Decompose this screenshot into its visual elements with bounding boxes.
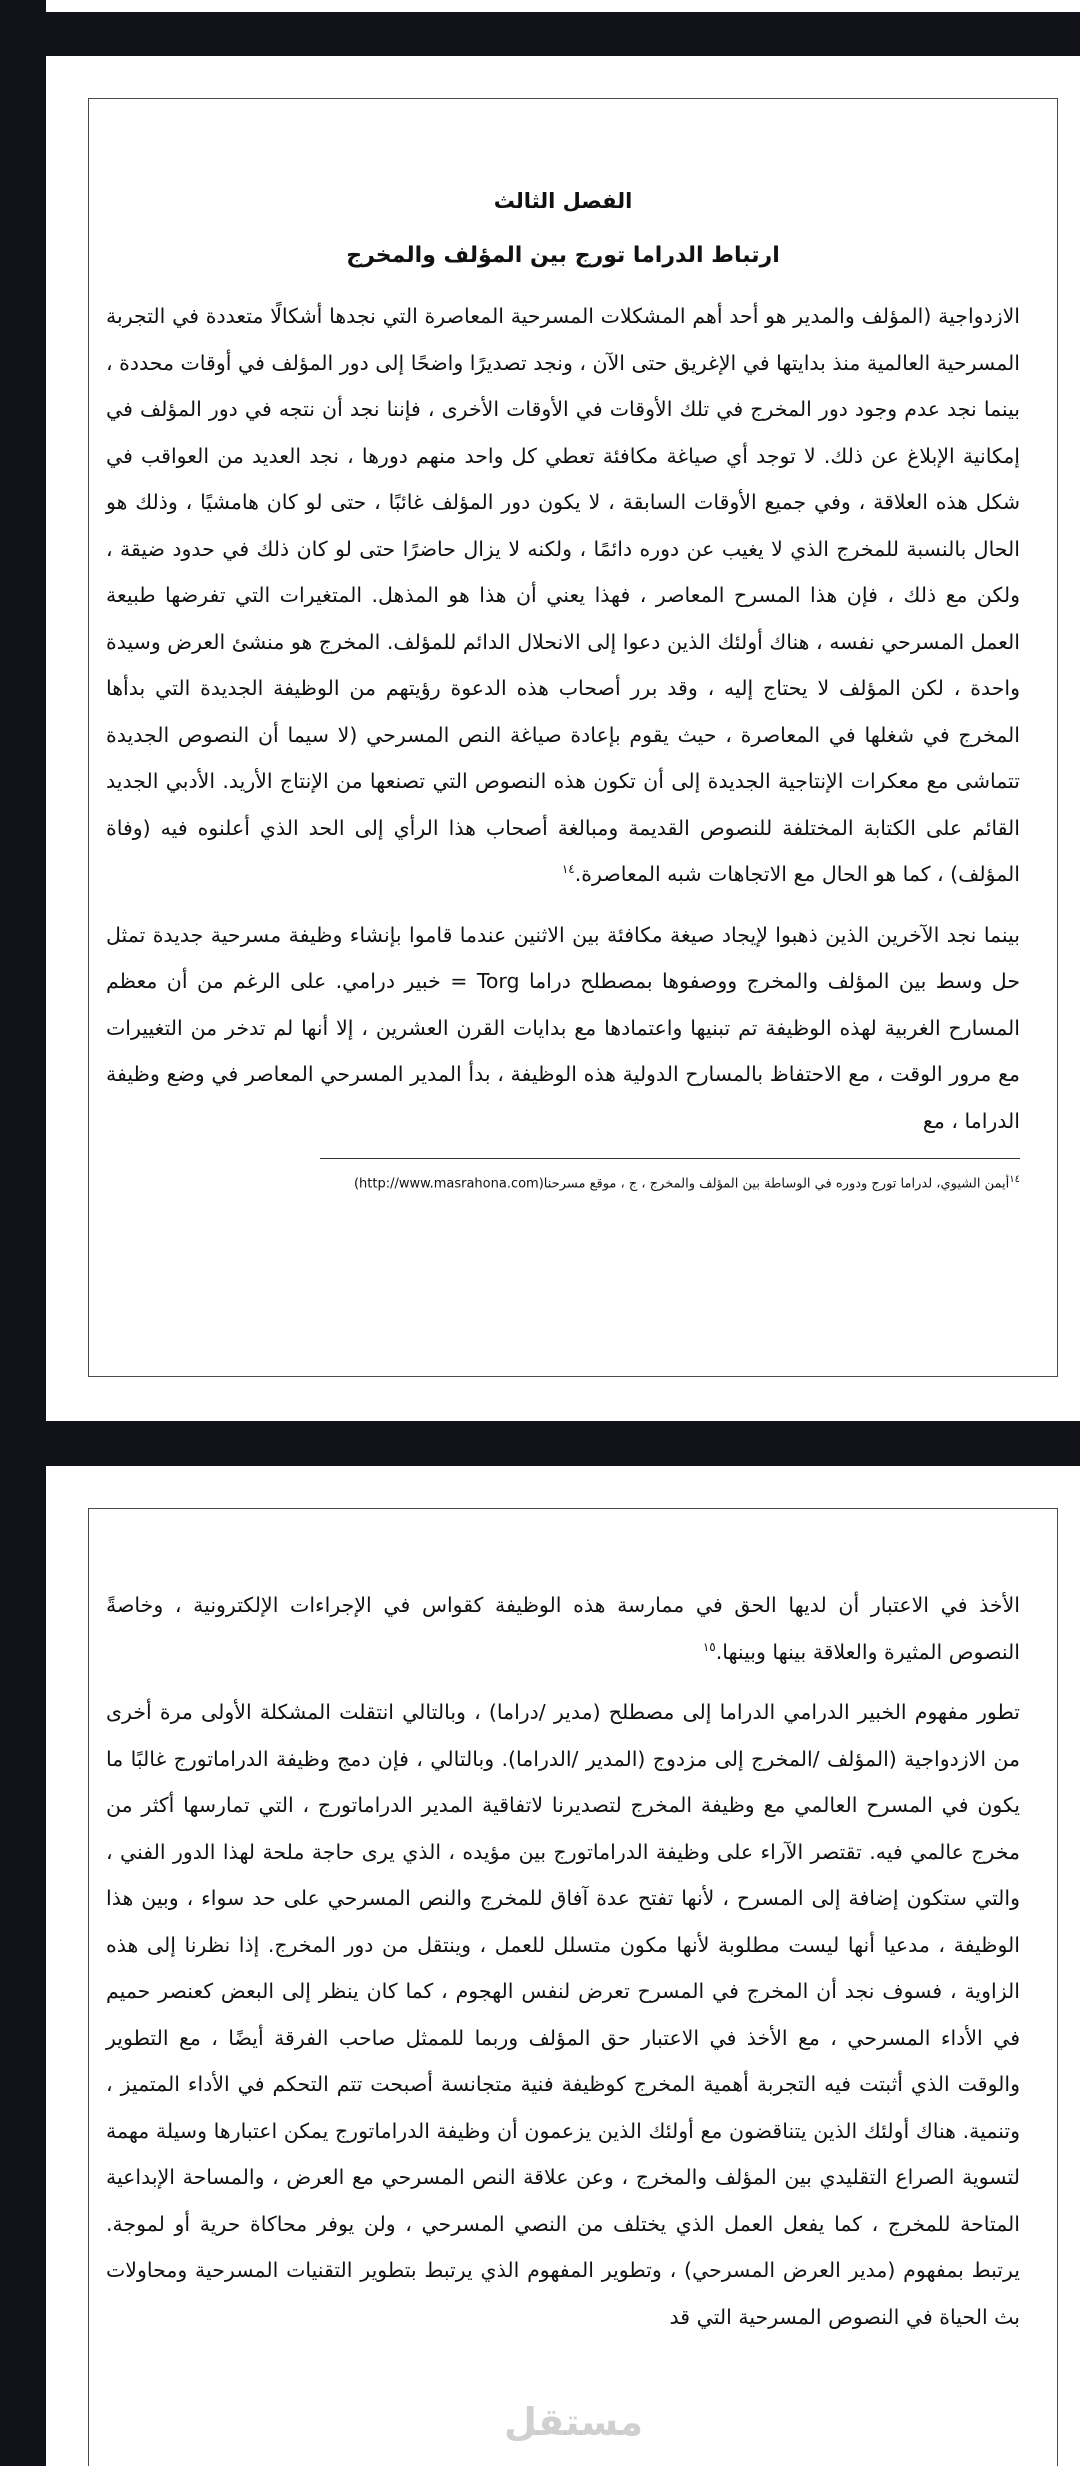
footnote-marker: ١٥ <box>702 1639 716 1654</box>
footnote-marker: ١٤ <box>561 862 575 877</box>
paragraph: الأخذ في الاعتبار أن لديها الحق في ممارسة هذه الوظيفة كقواس في الإجراءات الإلكترونية ، وخاصةً النصوص المثيرة والعلاقة بينها وبينها.$^{١٥}$ <box>106 1593 1020 1664</box>
watermark: مستقل <box>504 2400 643 2444</box>
footnote-text: أيمن الشيوي، لدراما تورج ودوره في الوساطة بين المؤلف والمخرج ، ج ، موقع مسرحنا(http://www.masrahona.com) <box>353 1176 1010 1192</box>
document-page-2 <box>46 1466 1080 2466</box>
paragraph: الازدواجية (المؤلف والمدير هو أحد أهم المشكلات المسرحية المعاصرة التي نجدها أشكالًا متعددة في التجربة المسرحية العالمية منذ بدايتها في الإغريق حتى الآن ، ونجد تصديرًا واضحًا إلى دور المؤلف في أوقات محددة ، بينما نجد عدم وجود دور المخرج في تلك الأوقات في الأوقات الأخرى ، فإننا نجد أن نتجه في دور المؤلف في إمكانية الإبلاغ عن ذلك. لا توجد أي صياغة مكافئة تعطي كل واحد منهم دورها ، نجد العديد من العواقب في شكل هذه العلاقة ، وفي جميع الأوقات السابقة ، لا يكون دور المؤلف غائبًا ، حتى لو كان هامشيًا ، وذلك هو الحال بالنسبة للمخرج الذي لا يغيب عن دوره دائمًا ، ولكنه لا يزال حاضرًا حتى لو كان ذلك في حدود ضيقة ، ولكن مع ذلك ، فإن هذا المسرح المعاصر ، فهذا يعني أن هذا هو المذهل. المتغيرات التي تفرضها طبيعة العمل المسرحي نفسه ، هناك أولئك الذين دعوا إلى الانحلال الدائم للمؤلف. المخرج هو منشئ العرض وسيدة واحدة ، لكن المؤلف لا يحتاج إليه ، وقد برر أصحاب هذه الدعوة رؤيتهم من الوظيفة الجديدة التي بدأها المخرج في شغلها في المعاصرة ، حيث يقوم بإعادة صياغة النص المسرحي (لا سيما أن النصوص الجديدة تتماشى مع معكرات الإنتاجية الجديدة إلى أن تكون هذه النصوص التي تصنعها من الإنتاج الأريد. الأدبي الجديد القائم على الكتابة المختلفة للنصوص القديمة ومبالغة أصحاب هذا الرأي إلى الحد الذي أعلنوه فيه (وفاة المؤلف) ، كما هو الحال مع الاتجاهات شبه المعاصرة.$^{١٤}$ <box>106 304 1020 886</box>
previous-page-edge <box>46 0 1080 12</box>
paragraph: بينما نجد الآخرين الذين ذهبوا لإيجاد صيغة مكافئة بين الاثنين عندما قاموا بإنشاء وظيفة مسرحية جديدة تمثل حل وسط بين المؤلف والمخرج ووصفوها بمصطلح دراما Torg = خبير درامي. على الرغم من أن معظم المسارح الغربية لهذه الوظيفة تم تبنيها واعتمادها مع بدايات القرن العشرين ، إلا أنها لم تدخر من التغييرات مع مرور الوقت ، مع الاحتفاظ بالمسارح الدولية هذه الوظيفة ، بدأ المدير المسرحي المعاصر في وضع وظيفة الدراما ، مع <box>106 922 1020 1133</box>
chapter-heading: الفصل الثالث <box>493 189 633 213</box>
chapter-title: ارتباط الدراما تورج بين المؤلف والمخرج <box>346 243 780 268</box>
document-page-1 <box>46 56 1080 1421</box>
paragraph: تطور مفهوم الخبير الدرامي الدراما إلى مصطلح (مدير /دراما) ، وبالتالي انتقلت المشكلة الأولى مرة أخرى من الازدواجية (المؤلف /المخرج إلى مزدوج (المدير /الدراما). وبالتالي ، فإن دمج وظيفة الدراماتورج غالبًا ما يكون في المسرح العالمي مع وظيفة المخرج لتصديرنا لاتفاقية المدير الدراماتورج ، التي تمارسها أكثر من مخرج عالمي فيه. تقتصر الآراء على وظيفة الدراماتورج بين مؤيده ، الذي يرى حاجة ملحة لهذا الدور الفني ، والتي ستكون إضافة إلى المسرح ، لأنها تفتح عدة آفاق للمخرج والنص المسرحي على حد سواء ، وبين هذا الوظيفة ، مدعيا أنها ليست مطلوبة لأنها مكون متسلل للعمل ، وينتقل من دور المخرج. إذا نظرنا إلى هذه الزاوية ، فسوف نجد أن المخرج في المسرح تعرض لنفس الهجوم ، كما كان ينظر إلى البعض كعنصر حميم في الأداء المسرحي ، مع الأخذ في الاعتبار حق المؤلف وربما للممثل صاحب الفرقة أيضًا ، مع التطوير والوقت الذي أثبتت فيه التجربة أهمية المخرج كوظيفة فنية متجانسة أصبحت تتم التحكم في الأداء المتميز ، وتنمية. هناك أولئك الذين يتناقضون مع أولئك الذين يزعمون أن وظيفة الدراماتورج يمكن اعتبارها وسيلة مهمة لتسوية الصراع التقليدي بين المؤلف والمخرج ، وعن علاقة النص المسرحي مع العرض ، والمساحة الإبداعية المتاحة للمخرج ، كما يفعل العمل الذي يختلف من النصي المسرحي ، ولن يوفر محاكاة حرية أو لموجة. يرتبط بمفهوم (مدير العرض المسرحي) ، وتطوير المفهوم الذي يرتبط بتطوير التقنيات المسرحية ومحاولات بث الحياة في النصوص المسرحية التي قد <box>106 1700 1020 2329</box>
page-content <box>106 1582 1020 2354</box>
footnote-number: ١٤ <box>1009 1174 1020 1185</box>
page-content <box>106 186 1020 1195</box>
footnote-divider <box>320 1158 1020 1159</box>
footnote <box>106 1169 1020 1195</box>
